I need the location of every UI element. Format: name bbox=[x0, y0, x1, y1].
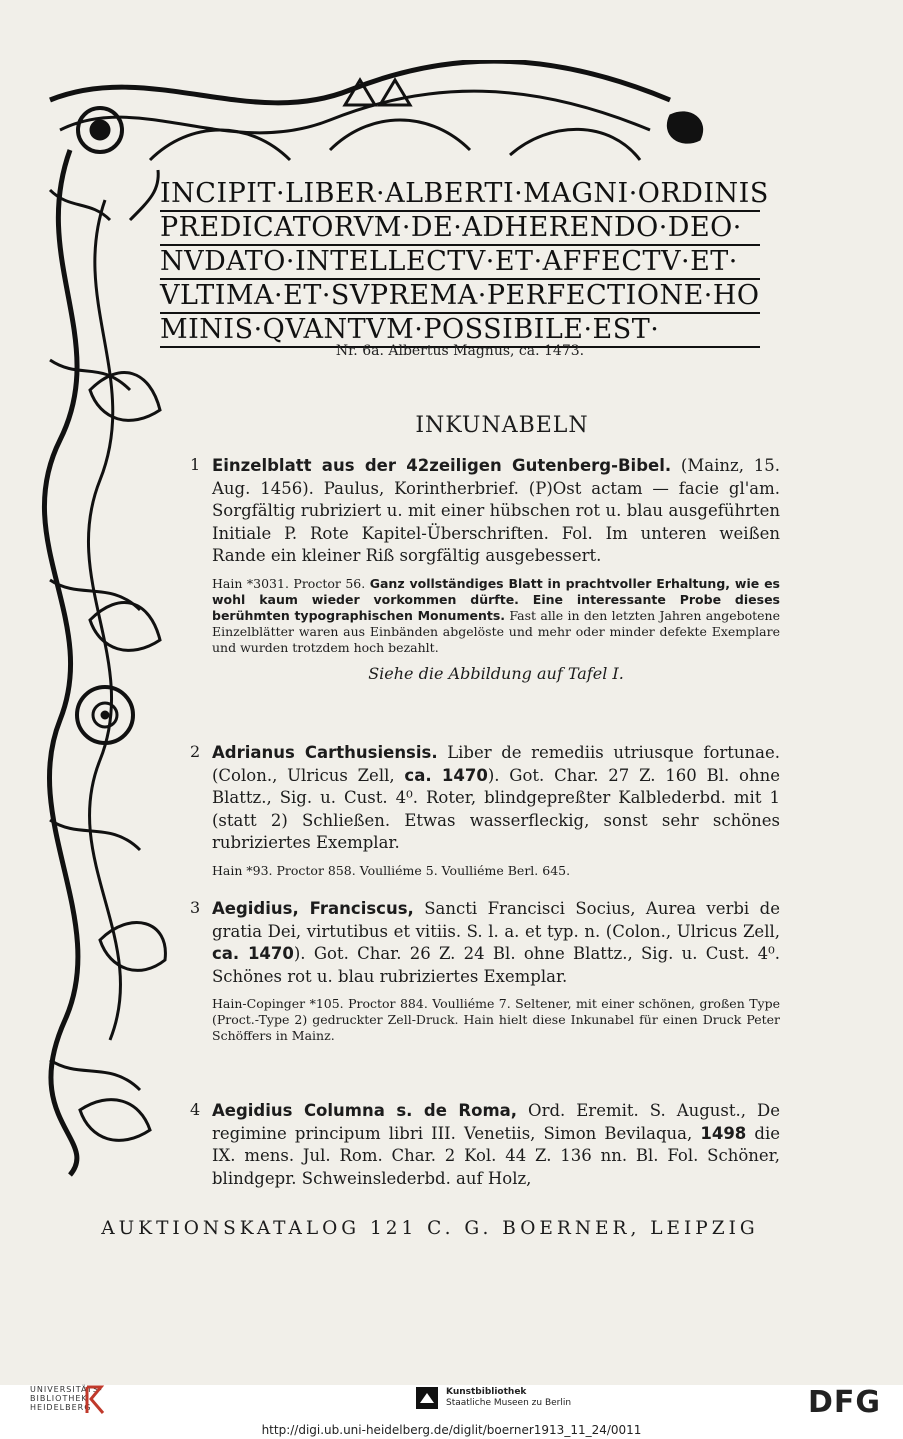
image-caption: Nr. 6a. Albertus Magnus, ca. 1473. bbox=[335, 343, 585, 359]
viewer-bottom-bar bbox=[0, 1385, 903, 1439]
entry-title: Einzelblatt aus der 42zeiligen Gutenberg-Bibel. bbox=[212, 456, 672, 475]
dfg-logo: DFG bbox=[808, 1385, 882, 1420]
page-footer: AUKTIONSKATALOG 121 C. G. BOERNER, LEIPZIG bbox=[101, 1218, 759, 1239]
logo-title: Kunstbibliothek bbox=[446, 1387, 527, 1397]
note-text: Hain *3031. Proctor 56. bbox=[212, 575, 370, 591]
logo-line: UNIVERSITÄTS- bbox=[30, 1385, 103, 1394]
logo-subtitle: Staatliche Museen zu Berlin bbox=[446, 1398, 572, 1408]
entry-note: Hain *93. Proctor 858. Voulliéme 5. Voulliéme Berl. 645. bbox=[212, 862, 571, 878]
entry-body bbox=[212, 455, 780, 568]
page-url[interactable]: http://digi.ub.uni-heidelberg.de/diglit/boerner1913_11_24/0011 bbox=[261, 1423, 642, 1437]
entry-bold-text: 1498 bbox=[700, 1123, 747, 1143]
entry-text: ). Got. Char. 27 Z. 160 Bl. ohne Blattz., Sig. u. Cust. 4⁰. Roter, blindgepreßter Kalblederbd. mit 1 (statt 2) Schließen. Etwas wasserfleckig, sonst sehr schönes rubriziertes Exemplar. bbox=[212, 765, 780, 852]
entry-number: 1 bbox=[190, 455, 201, 474]
entry-title: Aegidius Columna s. de Roma, bbox=[212, 1101, 518, 1120]
note-bold-text: Ganz vollständiges Blatt in prachtvoller Erhaltung, wie es wohl kaum wieder vorkommen dürfte. Eine interessante Probe dieses berühmten typographischen Monuments. bbox=[212, 575, 780, 623]
catalog-entry bbox=[190, 455, 780, 683]
incipit-line: PREDICATORVM·DE·ADHERENDO·DEO· bbox=[160, 212, 760, 246]
catalog-entry bbox=[190, 742, 780, 879]
entry-title: Aegidius, Franciscus, bbox=[212, 899, 414, 918]
entry-text: ). Got. Char. 26 Z. 24 Bl. ohne Blattz., Sig. u. Cust. 4⁰. Schönes rot u. blau rubriziertes Exemplar. bbox=[212, 944, 780, 986]
entry-note bbox=[212, 576, 780, 656]
logo-line: HEIDELBERG bbox=[30, 1403, 92, 1412]
entry-number: 2 bbox=[190, 742, 201, 761]
note-text: Fast alle in den letzten Jahren angebotene Einzelblätter waren aus Einbänden abgelöste und mehr oder minder defekte Exemplare und wurden trotzdem hoch bezahlt. bbox=[212, 607, 780, 655]
entry-bold-text: ca. 1470 bbox=[212, 944, 294, 963]
kunstbibliothek-logo-icon bbox=[416, 1387, 438, 1409]
logo-line: BIBLIOTHEK bbox=[30, 1394, 88, 1403]
catalog-entry bbox=[190, 898, 780, 1044]
university-logo-icon bbox=[83, 1385, 107, 1415]
entry-number: 4 bbox=[190, 1100, 201, 1119]
incipit-line: INCIPIT·LIBER·ALBERTI·MAGNI·ORDINIS bbox=[160, 178, 760, 212]
entry-text: die IX. mens. Jul. Rom. Char. 2 Kol. 44 Z. 136 nn. Bl. Fol. Schöner, blindgepr. Schweinslederbd. auf Holz, bbox=[212, 1123, 780, 1188]
section-heading: INKUNABELN bbox=[415, 413, 589, 438]
entry-number: 3 bbox=[190, 898, 201, 917]
incipit-text bbox=[160, 178, 769, 348]
entry-text: Liber de remediis utriusque fortunae. (Colon., Ulricus Zell, bbox=[212, 743, 781, 785]
entry-text: Sancti Francisci Socius, Aurea verbi de gratia Dei, virtutibus et vitiis. S. l. a. et typ. n. (Colon., Ulricus Zell, bbox=[212, 899, 780, 941]
entry-title: Adrianus Carthusiensis. bbox=[212, 743, 438, 762]
entry-text: (Mainz, 15. Aug. 1456). Paulus, Korintherbrief. (P)Ost actam — facie gl'am. Sorgfältig rubriziert u. mit einer hübschen rot u. blau ausgeführten Initiale P. Rote Kapitel-Überschriften. Fol. Im unteren weißen Rande ein kleiner Riß sorgfältig ausgebessert. bbox=[212, 456, 780, 565]
incipit-line: VLTIMA·ET·SVPREMA·PERFECTIONE·HO bbox=[160, 280, 760, 314]
entry-note: Hain-Copinger *105. Proctor 884. Voulliéme 7. Seltener, mit einer schönen, großen Type (Proct.-Type 2) gedruckter Zell-Druck. Hain hielt diese Inkunabel für einen Druck Peter Schöffers in Mainz. bbox=[212, 996, 780, 1043]
see-reference: Siehe die Abbildung auf Tafel I. bbox=[368, 663, 624, 683]
entry-bold-text: ca. 1470 bbox=[404, 765, 488, 785]
entry-body bbox=[212, 1100, 780, 1190]
incipit-line: NVDATO·INTELLECTV·ET·AFFECTV·ET· bbox=[160, 246, 760, 280]
entry-body bbox=[212, 898, 780, 988]
entry-body bbox=[212, 742, 780, 855]
incipit-line: MINIS·QVANTVM·POSSIBILE·EST· bbox=[160, 314, 760, 348]
entry-text: Ord. Eremit. S. August., De regimine principum libri III. Venetiis, Simon Bevilaqua, bbox=[212, 1101, 780, 1143]
catalog-entry bbox=[190, 1100, 780, 1190]
kunstbibliothek-logo-text bbox=[446, 1387, 571, 1409]
